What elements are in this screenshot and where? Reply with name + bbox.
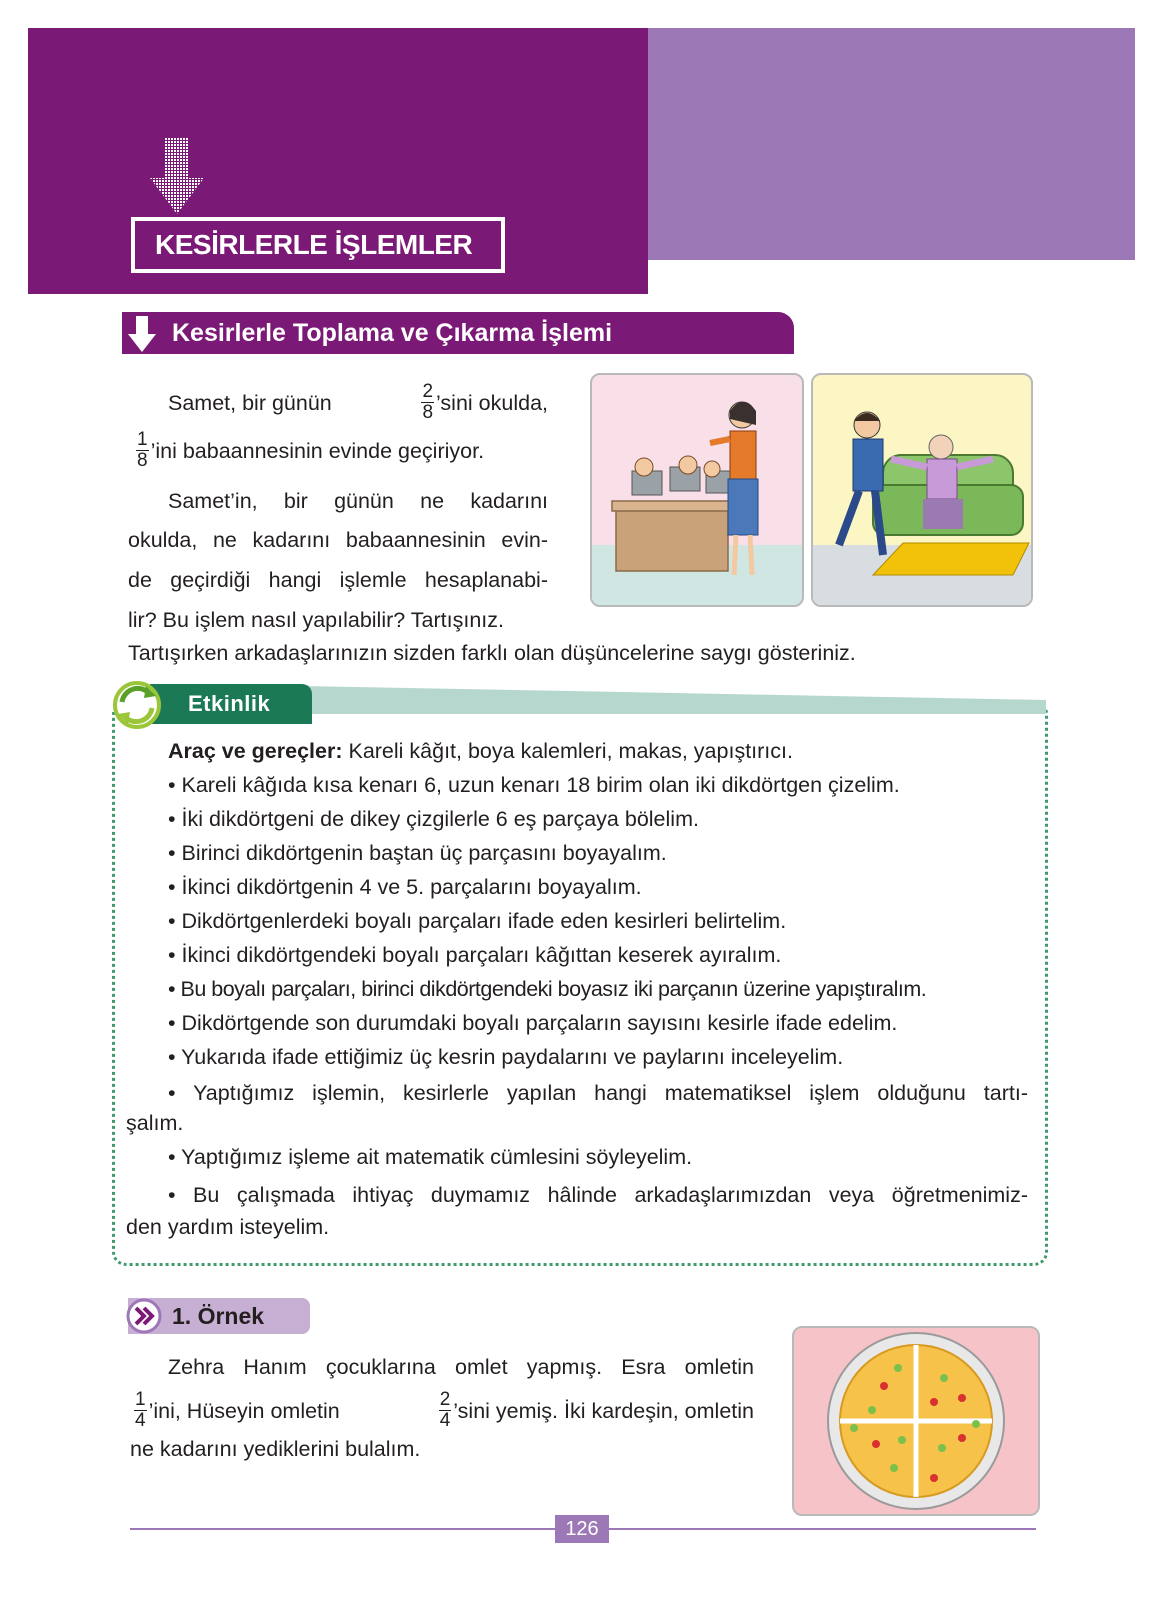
header-band-light <box>648 28 1135 260</box>
fraction: $\frac{1}{4}$ <box>135 1389 146 1431</box>
down-arrow-icon <box>128 316 156 352</box>
down-arrow-icon <box>150 138 204 214</box>
list-item-continuation: den yardım isteyelim. <box>126 1215 330 1239</box>
activity-list <box>168 768 1048 1074</box>
list-item: • Kareli kâğıda kısa kenarı 6, uzun kenarı 18 birim olan iki dikdörtgen çizelim. <box>168 773 900 797</box>
list-item: • Bu çalışmada ihtiyaç duymamız hâlinde arkadaşlarımızdan veya öğretmenimiz- <box>168 1183 1028 1207</box>
list-item: • Yaptığımız işleme ait matematik cümlesini söyleyelim. <box>168 1145 693 1169</box>
recycle-arrows-icon <box>112 678 162 732</box>
activity-tab: Etkinlik <box>150 684 312 724</box>
intro-line-4: okulda, ne kadarını babaannesinin evin- <box>128 528 548 552</box>
intro-line-1: Samet, bir günün $\frac{2}{8}$ ’sini okulda, <box>168 381 548 423</box>
activity-header-band <box>300 686 1046 714</box>
intro-line-2: $\frac{1}{8}$ ’ini babaannesinin evinde geçiriyor. <box>137 429 485 471</box>
list-item: • Yukarıda ifade ettiğimiz üç kesrin paydalarını ve paylarını inceleyelim. <box>168 1045 844 1069</box>
fraction: $\frac{2}{8}$ <box>422 381 434 423</box>
omelette-illustration <box>792 1326 1040 1516</box>
list-item: • Dikdörtgenlerdeki boyalı parçaları ifade eden kesirleri belirtelim. <box>168 909 787 933</box>
double-chevron-icon <box>126 1298 164 1334</box>
intro-line-5: de geçirdiği hangi işlemle hesaplanabi- <box>128 568 548 592</box>
example-tab: 1. Örnek <box>128 1298 310 1334</box>
fraction: $\frac{1}{8}$ <box>137 429 148 471</box>
list-item: • Yaptığımız işlemin, kesirlerle yapılan hangi matematiksel işlem olduğunu tartı- <box>168 1081 1028 1105</box>
section-title: Kesirlerle Toplama ve Çıkarma İşlemi <box>122 312 794 354</box>
activity-materials: Araç ve gereçler: Kareli kâğıt, boya kalemleri, makas, yapıştırıcı. <box>168 739 793 763</box>
list-item: • Dikdörtgende son durumdaki boyalı parçaların sayısını kesirle ifade edelim. <box>168 1011 898 1035</box>
list-item: • İki dikdörtgeni de dikey çizgilerle 6 eş parçaya bölelim. <box>168 807 699 831</box>
chapter-title: KESİRLERLE İŞLEMLER <box>131 217 505 273</box>
example-line-3: ne kadarını yediklerini bulalım. <box>130 1437 421 1461</box>
list-item: • İkinci dikdörtgenin 4 ve 5. parçalarını boyayalım. <box>168 875 642 899</box>
fraction: $\frac{2}{4}$ <box>439 1389 451 1431</box>
classroom-illustration <box>590 373 804 607</box>
intro-line-7: Tartışırken arkadaşlarınızın sizden farklı olan düşüncelerine saygı gösteriniz. <box>128 641 856 665</box>
grandmother-illustration <box>811 373 1033 607</box>
list-item: • Bu boyalı parçaları, birinci dikdörtgendeki boyasız iki parçanın üzerine yapıştıralım. <box>168 977 927 1001</box>
intro-line-3: Samet’in, bir günün ne kadarını <box>168 489 548 513</box>
list-item: • İkinci dikdörtgendeki boyalı parçaları kâğıttan keserek ayıralım. <box>168 943 782 967</box>
example-line-2: $\frac{1}{4}$ ’ini, Hüseyin omletin $\frac{2}{4}$ ’sini yemiş. İki kardeşin, omletin <box>135 1389 754 1431</box>
list-item: • Birinci dikdörtgenin baştan üç parçasını boyayalım. <box>168 841 667 865</box>
list-item-continuation: şalım. <box>126 1111 184 1135</box>
example-line-1: Zehra Hanım çocuklarına omlet yapmış. Esra omletin <box>168 1355 754 1379</box>
intro-line-6: lir? Bu işlem nasıl yapılabilir? Tartışınız. <box>128 608 504 632</box>
page-number: 126 <box>555 1515 609 1543</box>
